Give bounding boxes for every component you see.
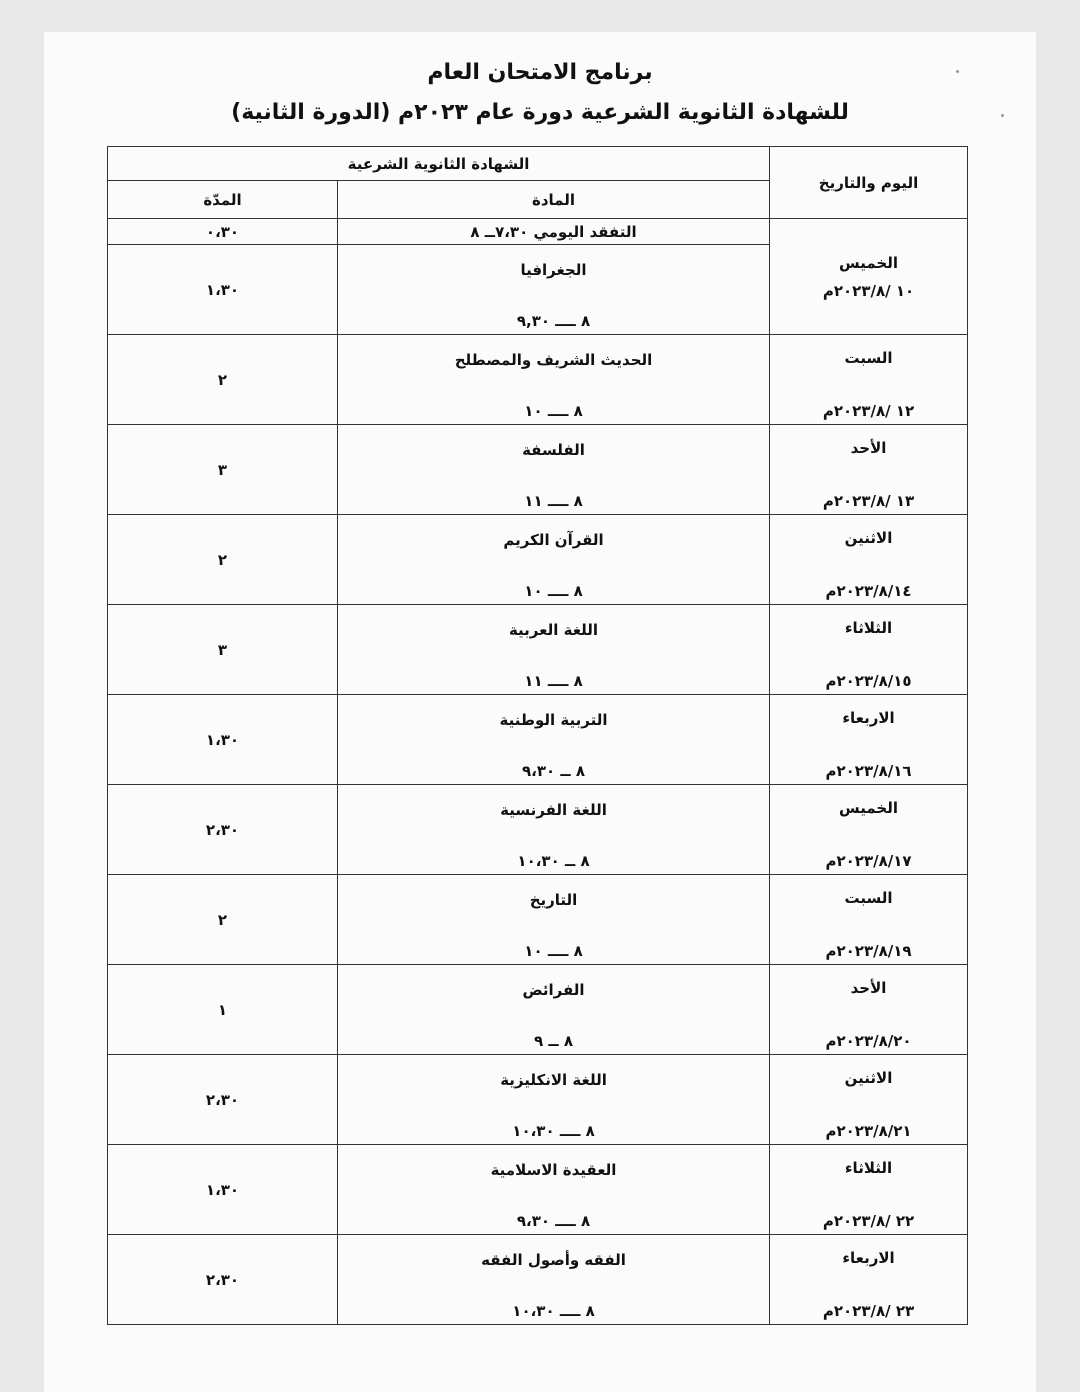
exam-date: ١٢ /٢٠٢٣/٨م xyxy=(822,402,915,420)
exam-duration: ١ xyxy=(108,965,338,1055)
exam-subject: العقيدة الاسلامية xyxy=(490,1161,617,1179)
table-row xyxy=(108,1055,968,1145)
exam-day: الثلاثاء xyxy=(844,619,893,637)
exam-day: الخميس xyxy=(839,254,898,272)
exam-time: ٨ ــــ ١٠،٣٠ xyxy=(512,1302,595,1320)
exam-date: ٢٢ /٢٠٢٣/٨م xyxy=(822,1212,915,1230)
subject-cell xyxy=(338,245,770,335)
day-date-cell xyxy=(770,875,968,965)
exam-time: ٨ ــ ١٠،٣٠ xyxy=(517,852,590,870)
exam-day: الاثنين xyxy=(844,1069,893,1087)
exam-time: ٨ ــــ ٩،٣٠ xyxy=(516,1212,591,1230)
scan-speck xyxy=(1001,114,1004,117)
exam-subject: الفلسفة xyxy=(522,441,585,459)
subject-cell xyxy=(338,1145,770,1235)
exam-time: ٨ ــــ ١١ xyxy=(524,672,583,690)
exam-date: ٢٣ /٢٠٢٣/٨م xyxy=(822,1302,915,1320)
day-date-cell xyxy=(770,1235,968,1325)
day-date-cell xyxy=(770,785,968,875)
table-row xyxy=(108,425,968,515)
exam-date: ٢٠٢٣/٨/٢١م xyxy=(825,1122,912,1140)
exam-day: الأحد xyxy=(850,979,887,997)
exam-date: ١٣ /٢٠٢٣/٨م xyxy=(822,492,915,510)
exam-date: ٢٠٢٣/٨/١٩م xyxy=(825,942,912,960)
day-date-cell xyxy=(770,515,968,605)
exam-date: ٢٠٢٣/٨/٢٠م xyxy=(825,1032,912,1050)
exam-duration: ٢،٣٠ xyxy=(108,1055,338,1145)
day-date-cell xyxy=(770,605,968,695)
exam-subject: التربية الوطنية xyxy=(499,711,608,729)
exam-day: الخميس xyxy=(839,799,898,817)
table-row xyxy=(108,875,968,965)
exam-subject: القرآن الكريم xyxy=(503,531,604,549)
date-spacer xyxy=(770,219,968,335)
table-row xyxy=(108,965,968,1055)
exam-subject: الجغرافيا xyxy=(520,261,587,279)
table-row xyxy=(108,335,968,425)
exam-day: الأحد xyxy=(850,439,887,457)
exam-subject: اللغة الانكليزية xyxy=(500,1071,607,1089)
exam-day: الاربعاء xyxy=(842,709,895,727)
scan-speck xyxy=(956,70,959,73)
exam-subject: الفرائض xyxy=(522,981,585,999)
header-subject: المادة xyxy=(338,181,770,219)
exam-date: ١٠ /٢٠٢٣/٨م xyxy=(822,282,915,300)
table-row xyxy=(108,1145,968,1235)
exam-duration: ٢ xyxy=(108,875,338,965)
subject-cell xyxy=(338,425,770,515)
subject-cell xyxy=(338,1235,770,1325)
exam-time: ٨ ــــ ١٠ xyxy=(524,582,583,600)
table-row xyxy=(108,515,968,605)
header-duration: المدّة xyxy=(108,181,338,219)
exam-duration: ٢ xyxy=(108,515,338,605)
exam-time: ٨ ــــ ٩,٣٠ xyxy=(516,312,591,330)
exam-subject: الفقه وأصول الفقه xyxy=(481,1251,626,1269)
header-certificate: الشهادة الثانوية الشرعية xyxy=(108,147,770,181)
document-title: برنامج الامتحان العام xyxy=(427,60,653,85)
exam-day: السبت xyxy=(844,349,893,367)
document-subtitle: للشهادة الثانوية الشرعية دورة عام ٢٠٢٣م (الدورة الثانية) xyxy=(231,100,849,125)
exam-duration: ٢،٣٠ xyxy=(108,785,338,875)
header-day-date: اليوم والتاريخ xyxy=(770,147,968,219)
exam-subject: الحديث الشريف والمصطلح xyxy=(454,351,653,369)
exam-date: ٢٠٢٣/٨/١٥م xyxy=(825,672,912,690)
subject-cell xyxy=(338,695,770,785)
exam-schedule-table xyxy=(107,146,968,1325)
header-row xyxy=(108,147,968,181)
subject-cell xyxy=(338,1055,770,1145)
exam-time: ٨ ــــ ١٠ xyxy=(524,942,583,960)
subject-cell xyxy=(338,605,770,695)
table-row xyxy=(108,605,968,695)
exam-duration: ١،٣٠ xyxy=(108,695,338,785)
exam-duration: ١،٣٠ xyxy=(108,245,338,335)
exam-duration: ٣ xyxy=(108,425,338,515)
day-date-cell xyxy=(770,965,968,1055)
subject-cell xyxy=(338,515,770,605)
subject-cell xyxy=(338,335,770,425)
exam-time: ٨ ــ ٩،٣٠ xyxy=(522,762,586,780)
exam-duration: ٢،٣٠ xyxy=(108,1235,338,1325)
exam-day: الثلاثاء xyxy=(844,1159,893,1177)
daily-check-duration: ٠،٣٠ xyxy=(108,219,338,245)
exam-time: ٨ ــــ ١١ xyxy=(524,492,583,510)
subject-cell xyxy=(338,785,770,875)
table-row xyxy=(108,785,968,875)
daily-check-label: التفقد اليومي ٧،٣٠ــ ٨ xyxy=(338,219,770,245)
exam-date: ٢٠٢٣/٨/١٤م xyxy=(825,582,912,600)
table-row xyxy=(108,695,968,785)
exam-duration: ١،٣٠ xyxy=(108,1145,338,1235)
subject-cell xyxy=(338,965,770,1055)
exam-day: الاثنين xyxy=(844,529,893,547)
exam-time: ٨ ــــ ١٠،٣٠ xyxy=(512,1122,595,1140)
day-date-cell xyxy=(770,1145,968,1235)
day-date-cell xyxy=(770,335,968,425)
day-date-cell xyxy=(770,695,968,785)
document-page xyxy=(44,32,1036,1392)
exam-duration: ٣ xyxy=(108,605,338,695)
table-row xyxy=(108,1235,968,1325)
exam-time: ٨ ــــ ١٠ xyxy=(524,402,583,420)
day-date-cell xyxy=(770,1055,968,1145)
exam-time: ٨ ــ ٩ xyxy=(534,1032,574,1050)
daily-check-row xyxy=(108,219,968,245)
subject-cell xyxy=(338,875,770,965)
exam-date: ٢٠٢٣/٨/١٦م xyxy=(825,762,912,780)
exam-subject: اللغة العربية xyxy=(508,621,599,639)
exam-day: الاربعاء xyxy=(842,1249,895,1267)
day-date-cell xyxy=(770,425,968,515)
exam-subject: اللغة الفرنسية xyxy=(500,801,607,819)
exam-subject: التاريخ xyxy=(529,891,578,909)
exam-duration: ٢ xyxy=(108,335,338,425)
exam-date: ٢٠٢٣/٨/١٧م xyxy=(825,852,912,870)
exam-day: السبت xyxy=(844,889,893,907)
